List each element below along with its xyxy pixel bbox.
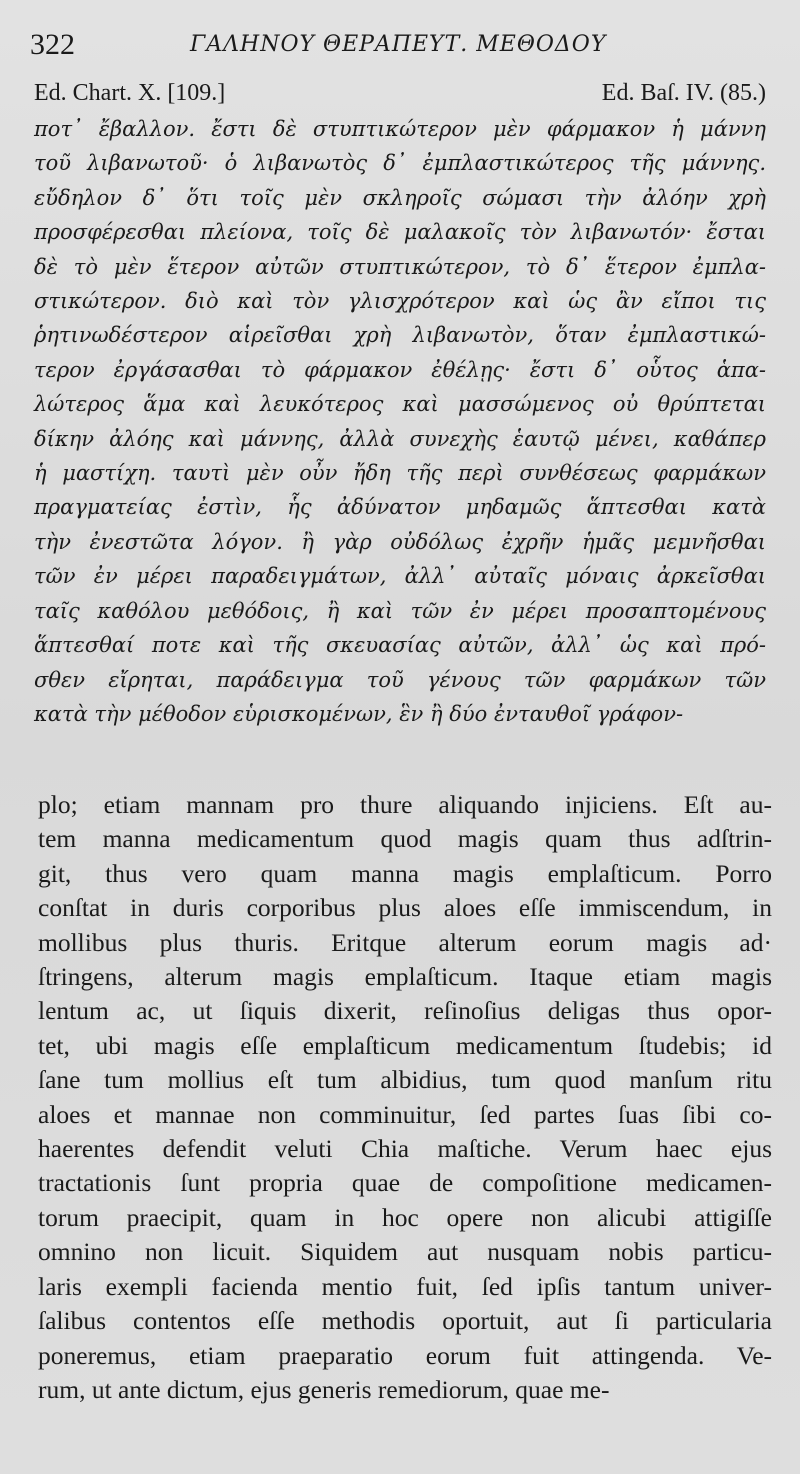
latin-text-line: tem manna medicamentum quod magis quam thus adſtrin- [38, 824, 772, 854]
greek-text-line: τερον ἐργάσασθαι τὸ φάρμακον ἐθέλῃς· ἔστι δ᾽ οὗτος ἁπα- [34, 357, 766, 382]
greek-text-line: προσφέρεσθαι πλείονα, τοῖς δὲ μαλακοῖς τὸν λιβανωτόν· ἔσται [34, 220, 766, 245]
latin-text-line: ſalibus contentos eſſe methodis oportuit, aut ſi particularia [38, 1306, 772, 1336]
edition-reference-line [34, 80, 766, 110]
page-header [30, 28, 770, 68]
latin-text-line: aloes et mannae non comminuitur, ſed partes ſuas ſibi co- [38, 1099, 772, 1129]
latin-text-line: plo; etiam mannam pro thure aliquando injiciens. Eſt au- [38, 790, 772, 819]
latin-text-line: lentum ac, ut ſiquis dixerit, reſinoſius deligas thus opor- [38, 996, 772, 1026]
latin-text-line: ſane tum mollius eſt tum albidius, tum quod manſum ritu [38, 1065, 772, 1095]
greek-text-line: ποτ᾽ ἔβαλλον. ἔστι δὲ στυπτικώτερον μὲν φάρμακον ἡ μάννη [34, 117, 766, 141]
latin-text-line: ſtringens, alterum magis emplaſticum. Itaque etiam magis [38, 962, 772, 992]
running-title: ΓΑΛΗΝΟΥ ΘΕΡΑΠΕΥΤ. ΜΕΘΟΔΟΥ [190, 32, 607, 57]
edition-basel-reference: Ed. Baſ. IV. (85.) [601, 80, 766, 106]
latin-text-line: git, thus vero quam manna magis emplaſticum. Porro [38, 858, 772, 888]
greek-text-line: κατὰ τὴν μέθοδον εὑρισκομένων, ἓν ἢ δύο ἐνταυθοῖ γράφον- [34, 701, 684, 726]
latin-text-line: torum praecipit, quam in hoc opere non alicubi attigiſſe [38, 1202, 772, 1232]
greek-text-line: δίκην ἀλόης καὶ μάννης, ἀλλὰ συνεχὴς ἑαυτῷ μένει, καθάπερ [34, 426, 766, 451]
greek-text-line: λώτερος ἅμα καὶ λευκότερος καὶ μασσώμενος οὐ θρύπτεται [34, 392, 766, 417]
greek-text-line: ἡ μαστίχη. ταυτὶ μὲν οὖν ἤδη τῆς περὶ συνθέσεως φαρμάκων [34, 461, 766, 486]
latin-text-line: tet, ubi magis eſſe emplaſticum medicamentum ſtudebis; id [38, 1030, 772, 1060]
greek-text-line: δὲ τὸ μὲν ἕτερον αὐτῶν στυπτικώτερον, τὸ δ᾽ ἕτερον ἐμπλα- [34, 254, 766, 279]
greek-text-line: ῥητινωδέστερον αἱρεῖσθαι χρὴ λιβανωτὸν, ὅταν ἐμπλαστικώ- [34, 323, 766, 348]
latin-text-block [38, 788, 772, 1407]
greek-text-line: τὴν ἐνεστῶτα λόγον. ἢ γὰρ οὐδόλως ἐχρῆν ἡμᾶς μεμνῆσθαι [34, 529, 766, 554]
greek-text-line: σθεν εἴρηται, παράδειγμα τοῦ γένους τῶν φαρμάκων τῶν [34, 667, 766, 692]
latin-text-line: conſtat in duris corporibus plus aloes eſſe immiscendum, in [38, 893, 772, 923]
latin-text-line: tractationis ſunt propria quae de compoſitione medicamen- [38, 1168, 772, 1198]
greek-text-line: ἅπτεσθαί ποτε καὶ τῆς σκευασίας αὐτῶν, ἀλλ᾽ ὡς καὶ πρό- [34, 633, 766, 658]
greek-text-line: τῶν ἐν μέρει παραδειγμάτων, ἀλλ᾽ αὐταῖς μόναις ἀρκεῖσθαι [34, 564, 766, 589]
greek-text-block [34, 112, 766, 731]
latin-text-line: mollibus plus thuris. Eritque alterum eorum magis ad· [38, 927, 772, 957]
greek-text-line: πραγματείας ἐστὶν, ἧς ἀδύνατον μηδαμῶς ἅπτεσθαι κατὰ [34, 495, 766, 520]
latin-text-line: poneremus, etiam praeparatio eorum fuit attingenda. Ve- [38, 1340, 772, 1370]
latin-text-line: rum, ut ante dictum, ejus generis remediorum, quae me- [38, 1374, 610, 1404]
greek-text-line: ταῖς καθόλου μεθόδοις, ἢ καὶ τῶν ἐν μέρει προσαπτομένους [34, 598, 766, 623]
greek-text-line: τοῦ λιβανωτοῦ· ὁ λιβανωτὸς δ᾽ ἐμπλαστικώτερος τῆς μάννης. [34, 151, 766, 176]
latin-text-line: haerentes defendit veluti Chia maſtiche. Verum haec ejus [38, 1134, 772, 1164]
latin-text-line: omnino non licuit. Siquidem aut nusquam nobis particu- [38, 1237, 772, 1267]
edition-chartier-reference: Ed. Chart. X. [109.] [34, 80, 226, 106]
greek-text-line: στικώτερον. διὸ καὶ τὸν γλισχρότερον καὶ ὡς ἂν εἴποι τις [34, 289, 766, 314]
greek-text-line: εὔδηλον δ᾽ ὅτι τοῖς μὲν σκληροῖς σώμασι τὴν ἀλόην χρὴ [34, 185, 766, 210]
latin-text-line: laris exempli facienda mentio fuit, ſed ipſis tantum univer- [38, 1271, 772, 1301]
page-number: 322 [30, 28, 75, 61]
